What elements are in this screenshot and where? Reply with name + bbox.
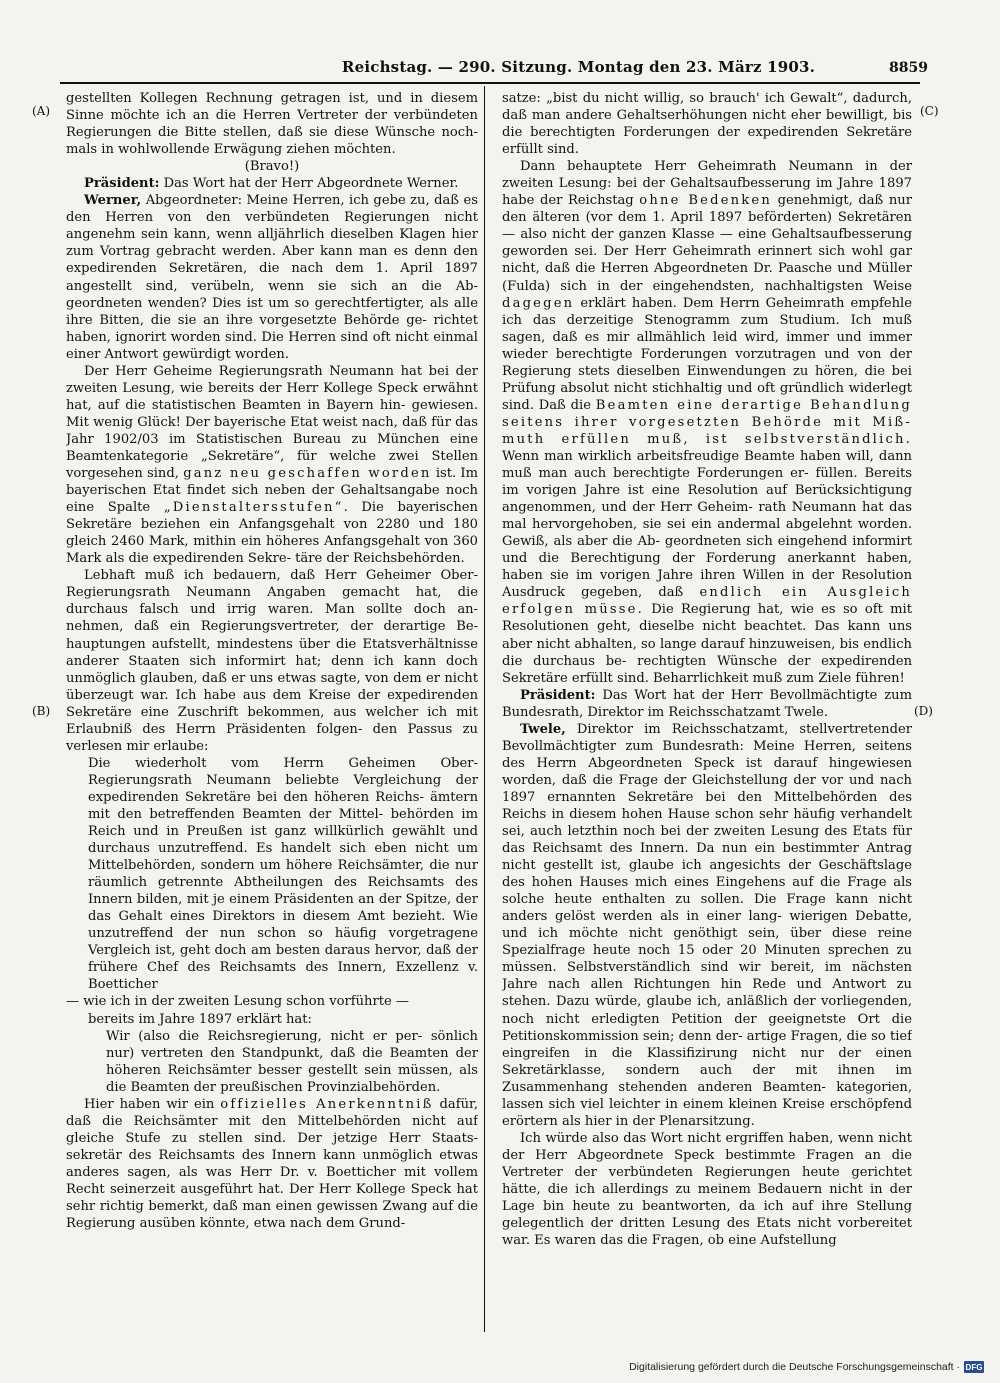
speech-text: Direktor im Reichsschatzamt, stellvertretender Bevollmächtigter zum Bundesrath: Meine Herren, seitens des Herrn Abgeordneten Speck ist darauf hingewiesen worden, daß die Frage der Gleichstellung der vor und nach 1897 ernannten Sekretäre bei den Mittelbehörden des Reichs in diesem hohen Hause schon sehr häufig verhandelt sei, auch letzthin noch bei der zweiten Lesung des Etats für das Reichsamt des Innern. Da nun ein bestimmter Antrag nicht gestellt ist, glaube ich angesichts der Geschäftslage des hohen Hauses mich eines Eingehens auf die Frage als solche heute enthalten zu sollen. Die Frage kann nicht anders gelöst werden als in einer lang- wierigen Debatte, und ich möchte nicht genöthigt sein, über diese reine Spezialfrage heute noch 15 oder 20 Minuten sprechen zu müssen. Selbstverständlich sind wir bereit, im nächsten Jahre nach allen Richtungen hin Rede und Antwort zu stehen. Dazu würde, glaube ich, anläßlich der vorliegenden, noch nicht erledigten Petition der geeignetste Ort die Petitionskommission sein; denn der- artige Fragen, die so tief eingreifen in die Klassifizirung nicht nur der einen Sekretärklasse, sondern auch der mit ihnen im Zusammenhang stehenden anderen Beamten- kategorien, lassen sich viel leichter in einem kleinen Kreise erschöpfend erörtern als hier in der Plenarsitzung.	[502, 721, 912, 1129]
paragraph: satze: „bist du nicht willig, so brauch' ich Gewalt“, dadurch, daß man andere Gehaltserhöhungen nicht eher bewilligt, bis die berechtigten Forderungen der expedirenden Sekretäre erfüllt sind.	[502, 91, 912, 158]
spaced-emphasis: Beamten eine derartige Behandlung seitens ihrer vorgesetzten Behörde mit Miß- muth erfüllen muß, ist selbstverständlich.	[502, 397, 912, 447]
header-rule	[60, 82, 920, 84]
text-run: Der Herr Geheime Regierungsrath Neumann hat bei der zweiten Lesung, wie bereits der Herr Kollege Speck erwähnt hat, auf die statistischen Beamten in Bayern hin- gewiesen. Mit wenig Glück! Der bayerische Etat weist nach, daß für das Jahr 1902/03 im Statistischen Bureau zu München eine Beamtenkategorie „Sekretäre“, für welche zwei Stellen vorgesehen sind,	[66, 363, 478, 482]
text-run: Dann behauptete Herr Geheimrath Neumann in der zweiten Lesung: bei der Gehaltsaufbesserung im Jahre 1897 habe der Reichstag	[502, 159, 912, 209]
interjection-bravo: (Bravo!)	[244, 159, 300, 175]
paragraph-werner	[66, 192, 478, 362]
speaker-name: Präsident:	[84, 176, 160, 192]
text-run: Hier haben wir ein	[84, 1096, 221, 1112]
right-column	[502, 90, 912, 1330]
speaker-name: Werner,	[84, 193, 142, 209]
paragraph	[66, 363, 478, 568]
margin-marker-d: (D)	[914, 704, 933, 718]
spaced-emphasis: „Dienstaltersstufen“	[163, 500, 344, 516]
spaced-emphasis: ohne Bedenken	[639, 193, 773, 209]
text-run: erklärt haben. Dem Herrn Geheimrath empfehle ich das derzeitige Stenogramm zum Studium. Ich muß sagen, daß es mir allmählich leid wird, immer und immer wieder berechtigte Forderungen vorzutragen und von der Regierung stets dieselben Einwendungen zu hören, die bei Prüfung absolut nicht stichhaltig und oft gründlich widerlegt sind. Daß die	[502, 295, 912, 413]
margin-marker-b: (B)	[32, 704, 51, 718]
running-header	[268, 58, 928, 80]
text-run: Wenn man wirklich arbeitsfreudige Beamte haben will, dann muß man auch berechtigte Forderungen er- füllen. Bereits im vorigen Jahre ist eine Resolution auf Berücksichtigung angenommen, und der Herr Geheim- rath Neumann hat das mal hervorgehoben, sie sei ein andermal abgelehnt worden. Gewiß, als aber die Ab- geordneten sich eingehend informirt und die Berechtigung der Forderung anerkannt haben, haben sie im vorigen Jahre ihren Willen in der Resolution Ausdruck gegeben, daß	[502, 448, 912, 601]
digitization-footer	[600, 1358, 984, 1376]
text-run: Die Regierung hat, wie es so oft mit Resolutionen geht, dieselbe nicht beachtet. Das kann uns aber nicht abhalten, so lange darauf hinzuweisen, bis endlich die durchaus be- rechtigten Wünsche der expedirenden Sekretäre erfüllt sind. Beharrlichkeit muß zum Ziele führen!	[502, 602, 912, 686]
paragraph-president	[502, 687, 912, 721]
paragraph: Lebhaft muß ich bedauern, daß Herr Geheimer Ober- Regierungsrath Neumann Angaben gemacht hat, die durchaus falsch und irrig waren. Man sollte doch an- nehmen, daß ein Regierungsvertreter, der derartige Be- hauptungen aufstellt, mindestens über die Etatsverhältnisse anderer Staaten sich informirt hat; denn ich kann doch unmöglich glauben, daß er uns etwas sagte, von dem er nicht überzeugt war. Ich habe aus dem Kreise der expedirenden Sekretäre eine Zuschrift bekommen, aus welcher ich mit Erlaubniß des Herrn Präsidenten folgen- den Passus zu verlesen mir erlaube:	[66, 568, 478, 754]
spaced-emphasis: offizielles Anerkenntniß	[220, 1096, 434, 1112]
paragraph	[66, 1096, 478, 1232]
spaced-emphasis: endlich ein Ausgleich erfolgen müsse.	[502, 585, 912, 618]
text-run: genehmigt, daß nur den älteren (vor dem 1. April 1897 beförderten) Sekretären — also nicht der ganzen Klasse — eine Gehaltsaufbesserung geworden sei. Der Herr Geheimrath erinnert sich wohl gar nicht, daß die Herren Abgeordneten Dr. Paasche und Müller (Fulda) sich in der eingehendsten, nachhaltigsten Weise	[502, 193, 912, 294]
column-divider	[484, 86, 485, 1332]
speaker-name: Präsident:	[520, 687, 596, 703]
text-run: ist. Im bayerischen Etat findet sich neben der Gehaltsangabe noch eine Spalte	[66, 466, 478, 516]
paragraph	[502, 158, 912, 686]
margin-marker-c: (C)	[920, 104, 939, 118]
left-column	[66, 90, 478, 1330]
page-number: 8859	[889, 60, 928, 76]
spaced-emphasis: dagegen	[502, 295, 575, 311]
paragraph: gestellten Kollegen Rechnung getragen ist, und in diesem Sinne möchte ich an die Herren Vertreter der verbündeten Regierungen die Bitte stellen, daß sie diese Wünsche noch- mals in wohlwollende Erwägung ziehen möchten.	[66, 91, 478, 158]
speech-text: Das Wort hat der Herr Abgeordnete Werner.	[159, 176, 459, 192]
running-title: Reichstag. — 290. Sitzung. Montag den 23. März 1903.	[341, 58, 816, 76]
text-run: dafür, daß die Reichsämter mit den Mittelbehörden nicht auf gleiche Stufe zu stellen sind. Der jetzige Herr Staats- sekretär des Reichsamts des Innern kann unmöglich etwas anderes sagen, als was Herr Dr. v. Boetticher mit vollem Recht seinerzeit ausgeführt hat. Der Herr Kollege Speck hat sehr richtig bemerkt, daß man einen gewissen Zwang auf die Regierung ausüben könnte, etwa nach dem Grund-	[66, 1096, 478, 1232]
paragraph: Ich würde also das Wort nicht ergriffen haben, wenn nicht der Herr Abgeordnete Speck bestimmte Fragen an die Vertreter der verbündeten Regierungen heute gerichtet hätte, die ich allerdings zu meinem Bedauern nicht in der Lage bin heute zu beantworten, da ich auf ihre Stellung gelegentlich der dritten Lesung des Etats nicht vorbereitet war. Es waren das die Fragen, ob eine Aufstellung	[502, 1130, 912, 1249]
speech-text: Abgeordneter: Meine Herren, ich gebe zu, daß es den Herren von den verbündeten Regierungen nicht angenehm sein kann, wenn alljährlich dieselben Klagen hier zum Vortrag gebracht werden. Aber kann man es denn den expedirenden Sekretären, die nach dem 1. April 1897 angestellt sind, verübeln, wenn sie sich an die Ab- geordneten wenden? Dies ist um so gerechtfertigter, als alle ihre Bitten, die sie an ihre vorgesetzte Behörde ge- richtet haben, ignorirt worden sind. Die Herren sind oft nicht einmal einer Antwort gewürdigt worden.	[66, 193, 478, 362]
text-run: . Die bayerischen Sekretäre beziehen ein Anfangsgehalt von 2280 und 180 gleich 2460 Mark, mithin ein höheres Anfangsgehalt von 360 Mark als die expedirenden Sekre- täre der Reichsbehörden.	[66, 500, 478, 567]
speech-text: Das Wort hat der Herr Bevollmächtigte zum Bundesrath, Direktor im Reichsschatzamt Twele.	[502, 687, 912, 720]
paragraph-twele	[502, 721, 912, 1130]
margin-marker-a: (A)	[32, 104, 51, 118]
spaced-emphasis: ganz neu geschaffen worden	[183, 466, 432, 482]
paragraph-president	[66, 175, 478, 192]
nested-quote: Wir (also die Reichsregierung, nicht er per- sönlich nur) vertreten den Standpunkt, daß die Beamten der höheren Reichsämter besser gestellt sein müssen, als die Beamten der preußischen Provinzialbehörden.	[106, 1028, 478, 1095]
speaker-name: Twele,	[520, 721, 566, 737]
dfg-logo-icon: DFG	[965, 1362, 983, 1372]
block-quote-end: bereits im Jahre 1897 erklärt hat:	[88, 1011, 312, 1027]
block-quote: Die wiederholt vom Herrn Geheimen Ober- Regierungsrath Neumann beliebte Vergleichung der expedirenden Sekretäre bei den höheren Reichs- ämtern mit den betreffenden Beamten der Mittel- behörden im Reich und in Preußen ist ganz willkürlich gewählt und durchaus unzutreffend. Es handelt sich eben nicht um Mittelbehörden, sondern um höhere Reichsämter, die nur räumlich getrennte Abtheilungen des Reichsamts des Innern bilden, mit je einem Präsidenten an der Spitze, der das Gehalt eines Direktors in diesem Amt bezieht. Wie unzutreffend der nun schon so häufig vorgetragene Vergleich ist, geht doch am besten daraus hervor, daß der frühere Chef des Reichsamts des Innern, Exzellenz v. Boetticher	[88, 755, 478, 993]
footer-text: Digitalisierung gefördert durch die Deutsche Forschungsgemeinschaft ·	[629, 1361, 960, 1373]
quote-interjection: — wie ich in der zweiten Lesung schon vorführte —	[66, 994, 409, 1010]
